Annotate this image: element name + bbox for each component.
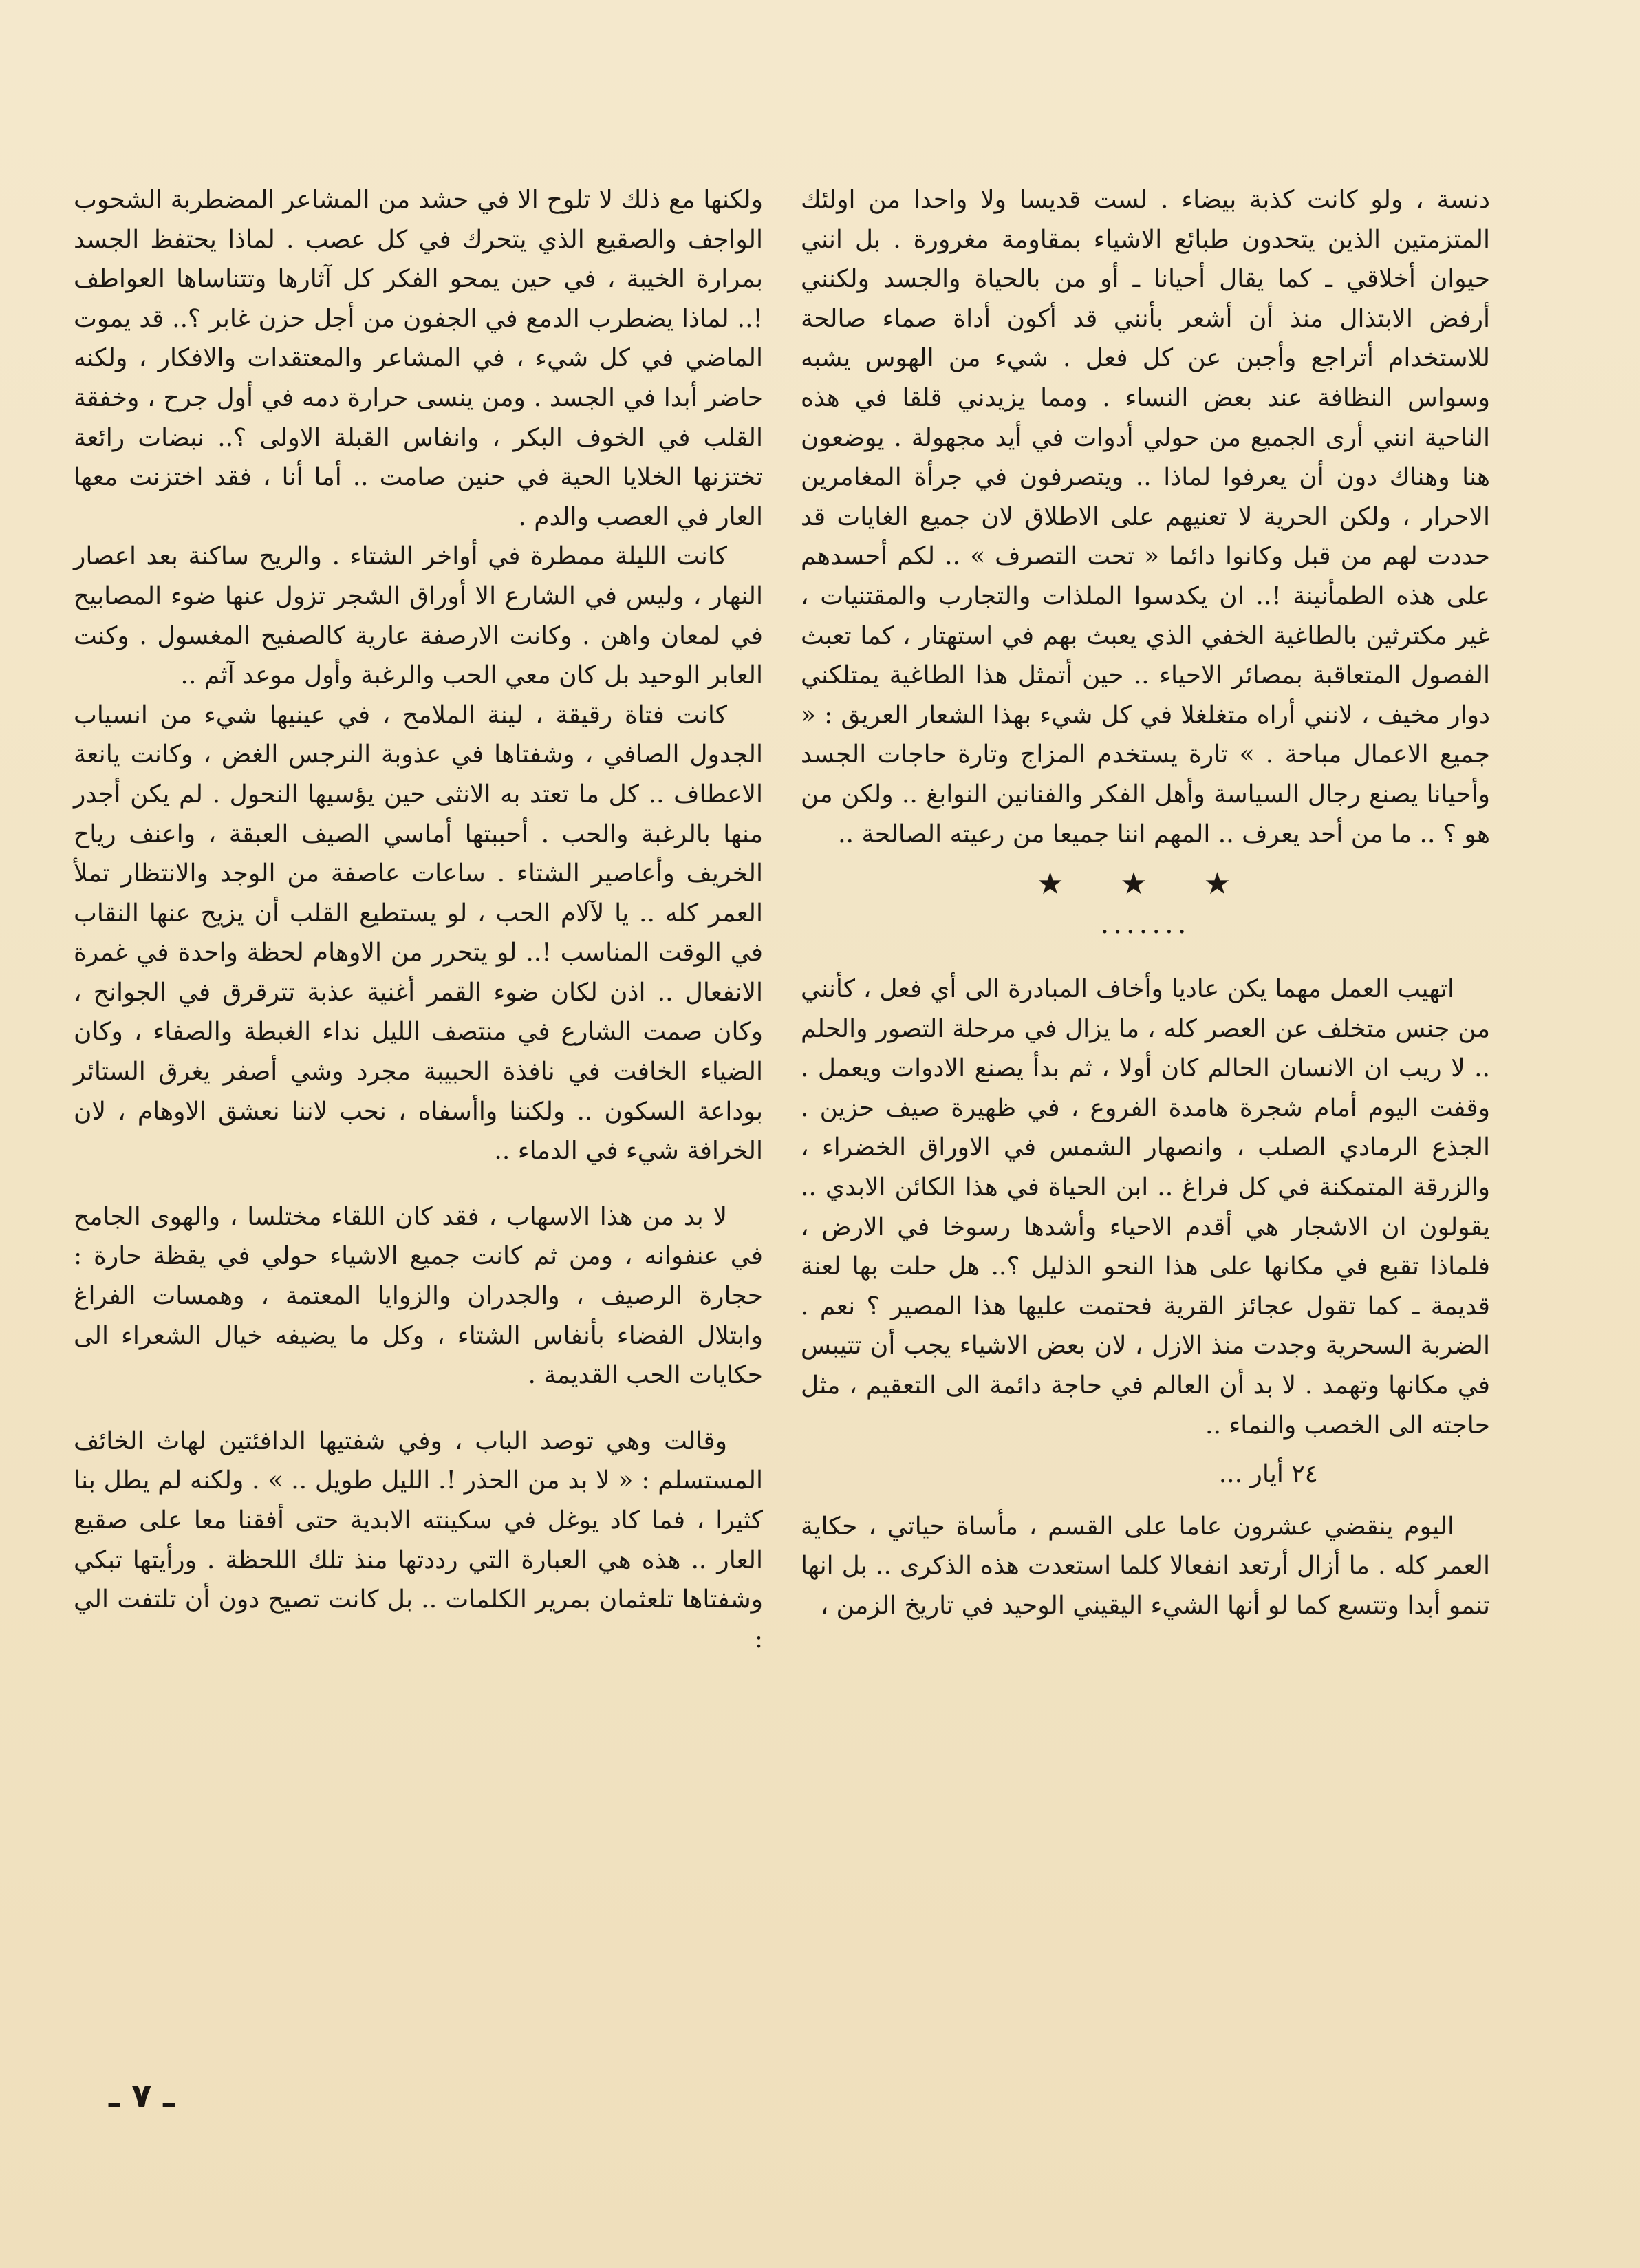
paragraph: وقالت وهي توصد الباب ، وفي شفتيها الدافئتين لهاث الخائف المستسلم : « لا بد من الحذر !. الليل طويل .. » . ولكنه لم يطل بنا كثيرا ، فما كاد يوغل في سكينته الابدية حتى أفقنا معا على صقيع العار .. هذه هي العبارة التي رددتها منذ تلك اللحظة . ورأيتها تبكي وشفتاها تلعثمان بمرير الكلمات .. بل كانت تصيح دون أن تلتفت الي : bbox=[74, 1426, 763, 1654]
paragraph: اتهيب العمل مهما يكن عاديا وأخاف المبادرة الى أي فعل ، كأنني من جنس متخلف عن العصر كله ، ما يزال في مرحلة التصور والحلم .. لا ريب ان الانسان الحالم كان أولا ، ثم بدأ يصنع الادوات ويعمل . وقفت اليوم أمام شجرة هامدة الفروع ، في ظهيرة صيف حزين . الجذع الرمادي الصلب ، وانصهار الشمس في الاوراق الخضراء ، والزرقة المتمكنة في كل فراغ .. ابن الحياة في هذا الكائن الابدي .. يقولون ان الاشجار هي أقدم الاحياء وأشدها رسوخا في الارض ، فلماذا تقبع في مكانها على هذا النحو الذليل ؟.. هل حلت بها لعنة قديمة ـ كما تقول عجائز القرية فحتمت عليها هذا المصير ؟ نعم . الضربة السحرية وجدت منذ الازل ، لان بعض الاشياء يجب أن تتيبس في مكانها وتهمد . لا بد أن العالم في حاجة دائمة الى التعقيم ، مثل حاجته الى الخصب والنماء .. bbox=[801, 975, 1490, 1440]
paragraph: كانت فتاة رقيقة ، لينة الملامح ، في عينيها شيء من انسياب الجدول الصافي ، وشفتاها في عذوبة النرجس الغض ، وكانت يانعة الاعطاف .. كل ما تعتد به الانثى حين يؤسيها النحول . لم يكن أجدر منها بالرغبة والحب . أحببتها أماسي الصيف العبقة ، واعنف رياح الخريف وأعاصير الشتاء . ساعات عاصفة من الوجد والانتظار تملأ العمر كله .. يا لآلام الحب ، لو يستطيع القلب أن يزيح عنها النقاب في الوقت المناسب !.. لو يتحرر من الاوهام لحظة واحدة في غمرة الانفعال .. اذن لكان ضوء القمر أغنية عذبة تترقرق في الجوانح ، وكان صمت الشارع في منتصف الليل نداء الغبطة والصفاء ، وكان الضياء الخافت في نافذة الحبيبة مجرد وشي أصفر يغرق الستائر بوداعة السكون .. ولكننا واأسفاه ، نحب لاننا نعشق الاوهام ، لان الخرافة شيء في الدماء .. bbox=[74, 700, 763, 1166]
diary-date: ٢٤ أيار ... bbox=[1218, 1460, 1318, 1489]
paragraph: اليوم ينقضي عشرون عاما على القسم ، مأساة حياتي ، حكاية العمر كله . ما أزال أرتعد انفعالا كلما استعدت هذه الذكرى .. بل انها تنمو أبدا وتتسع كما لو أنها الشيء اليقيني الوحيد في تاريخ الزمن ، bbox=[801, 1512, 1490, 1620]
paragraph: ولكنها مع ذلك لا تلوح الا في حشد من المشاعر المضطربة الشحوب الواجف والصقيع الذي يتحرك في كل عصب . لماذا يحتفظ الجسد بمرارة الخيبة ، في حين يمحو الفكر كل آثارها وتتناساها العواطف !.. لماذا يضطرب الدمع في الجفون من أجل حزن غابر ؟.. قد يموت الماضي في كل شيء ، في المشاعر والمعتقدات والافكار ، ولكنه حاضر أبدا في الجسد . ومن ينسى حرارة دمه في أول جرح ، وخفقة القلب في الخوف البكر ، وانفاس القبلة الاولى ؟.. نبضات رائعة تختزنها الخلايا الحية في حنين صامت .. أما أنا ، فقد اختزنت معها العار في العصب والدم . bbox=[74, 186, 763, 531]
page-number: ـ ٧ ـ bbox=[109, 2077, 175, 2115]
paragraph: لا بد من هذا الاسهاب ، فقد كان اللقاء مختلسا ، والهوى الجامح في عنفوانه ، ومن ثم كانت جميع الاشياء حولي في يقظة حارة : حجارة الرصيف ، والجدران والزوايا المعتمة ، وهمسات الفراغ وابتلال الفضاء بأنفاس الشتاء ، وكل ما يضيفه خيال الشعراء الى حكايات الحب القديمة . bbox=[74, 1202, 763, 1390]
left-column bbox=[74, 180, 763, 1659]
paragraph: كانت الليلة ممطرة في أواخر الشتاء . والريح ساكنة بعد اعصار النهار ، وليس في الشارع الا أوراق الشجر تزول عنها ضوء المصابيح في لمعان واهن . وكانت الارصفة عارية كالصفيح المغسول . وكنت العابر الوحيد بل كان معي الحب والرغبة وأول موعد آثم .. bbox=[74, 542, 763, 690]
paragraph: دنسة ، ولو كانت كذبة بيضاء . لست قديسا ولا واحدا من اولئك المتزمتين الذين يتحدون طبائع الاشياء بمقاومة مغرورة . بل انني حيوان أخلاقي ـ كما يقال أحيانا ـ أو من بالحياة والجسد ولكنني أرفض الابتذال منذ أن أشعر بأنني قد أكون أداة صماء صالحة للاستخدام أتراجع وأجبن عن كل فعل . شيء من الهوس يشبه وسواس النظافة عند بعض النساء . ومما يزيدني قلقا في هذه الناحية انني أرى الجميع من حولي أدوات في أيد مجهولة . يوضعون هنا وهناك دون أن يعرفوا لماذا .. ويتصرفون في جرأة المغامرين الاحرار ، ولكن الحرية لا تعنيهم على الاطلاق لان جميع الغايات قد حددت لهم من قبل وكانوا دائما « تحت التصرف » .. لكم أحسدهم على هذه الطمأنينة !.. ان يكدسوا الملذات والتجارب والمقتنيات ، غير مكترثين بالطاغية الخفي الذي يعبث بهم في استهتار ، كما تعبث الفصول المتعاقبة بمصائر الاحياء .. حين أتمثل هذا الطاغية يمتلكني دوار مخيف ، لانني أراه متغلغلا في كل شيء بهذا الشعار العريق : « جميع الاعمال مباحة . » تارة يستخدم المزاج وتارة حاجات الجسد وأحيانا يصنع رجال السياسة وأهل الفكر والفنانين النوابغ .. ولكن من هو ؟ .. ما من أحد يعرف .. المهم اننا جميعا من رعيته الصالحة .. bbox=[801, 186, 1490, 848]
section-divider-stars: ★ ★ ★ bbox=[1036, 866, 1255, 902]
right-column bbox=[801, 180, 1490, 1626]
section-divider-dots: ....... bbox=[1100, 908, 1191, 941]
